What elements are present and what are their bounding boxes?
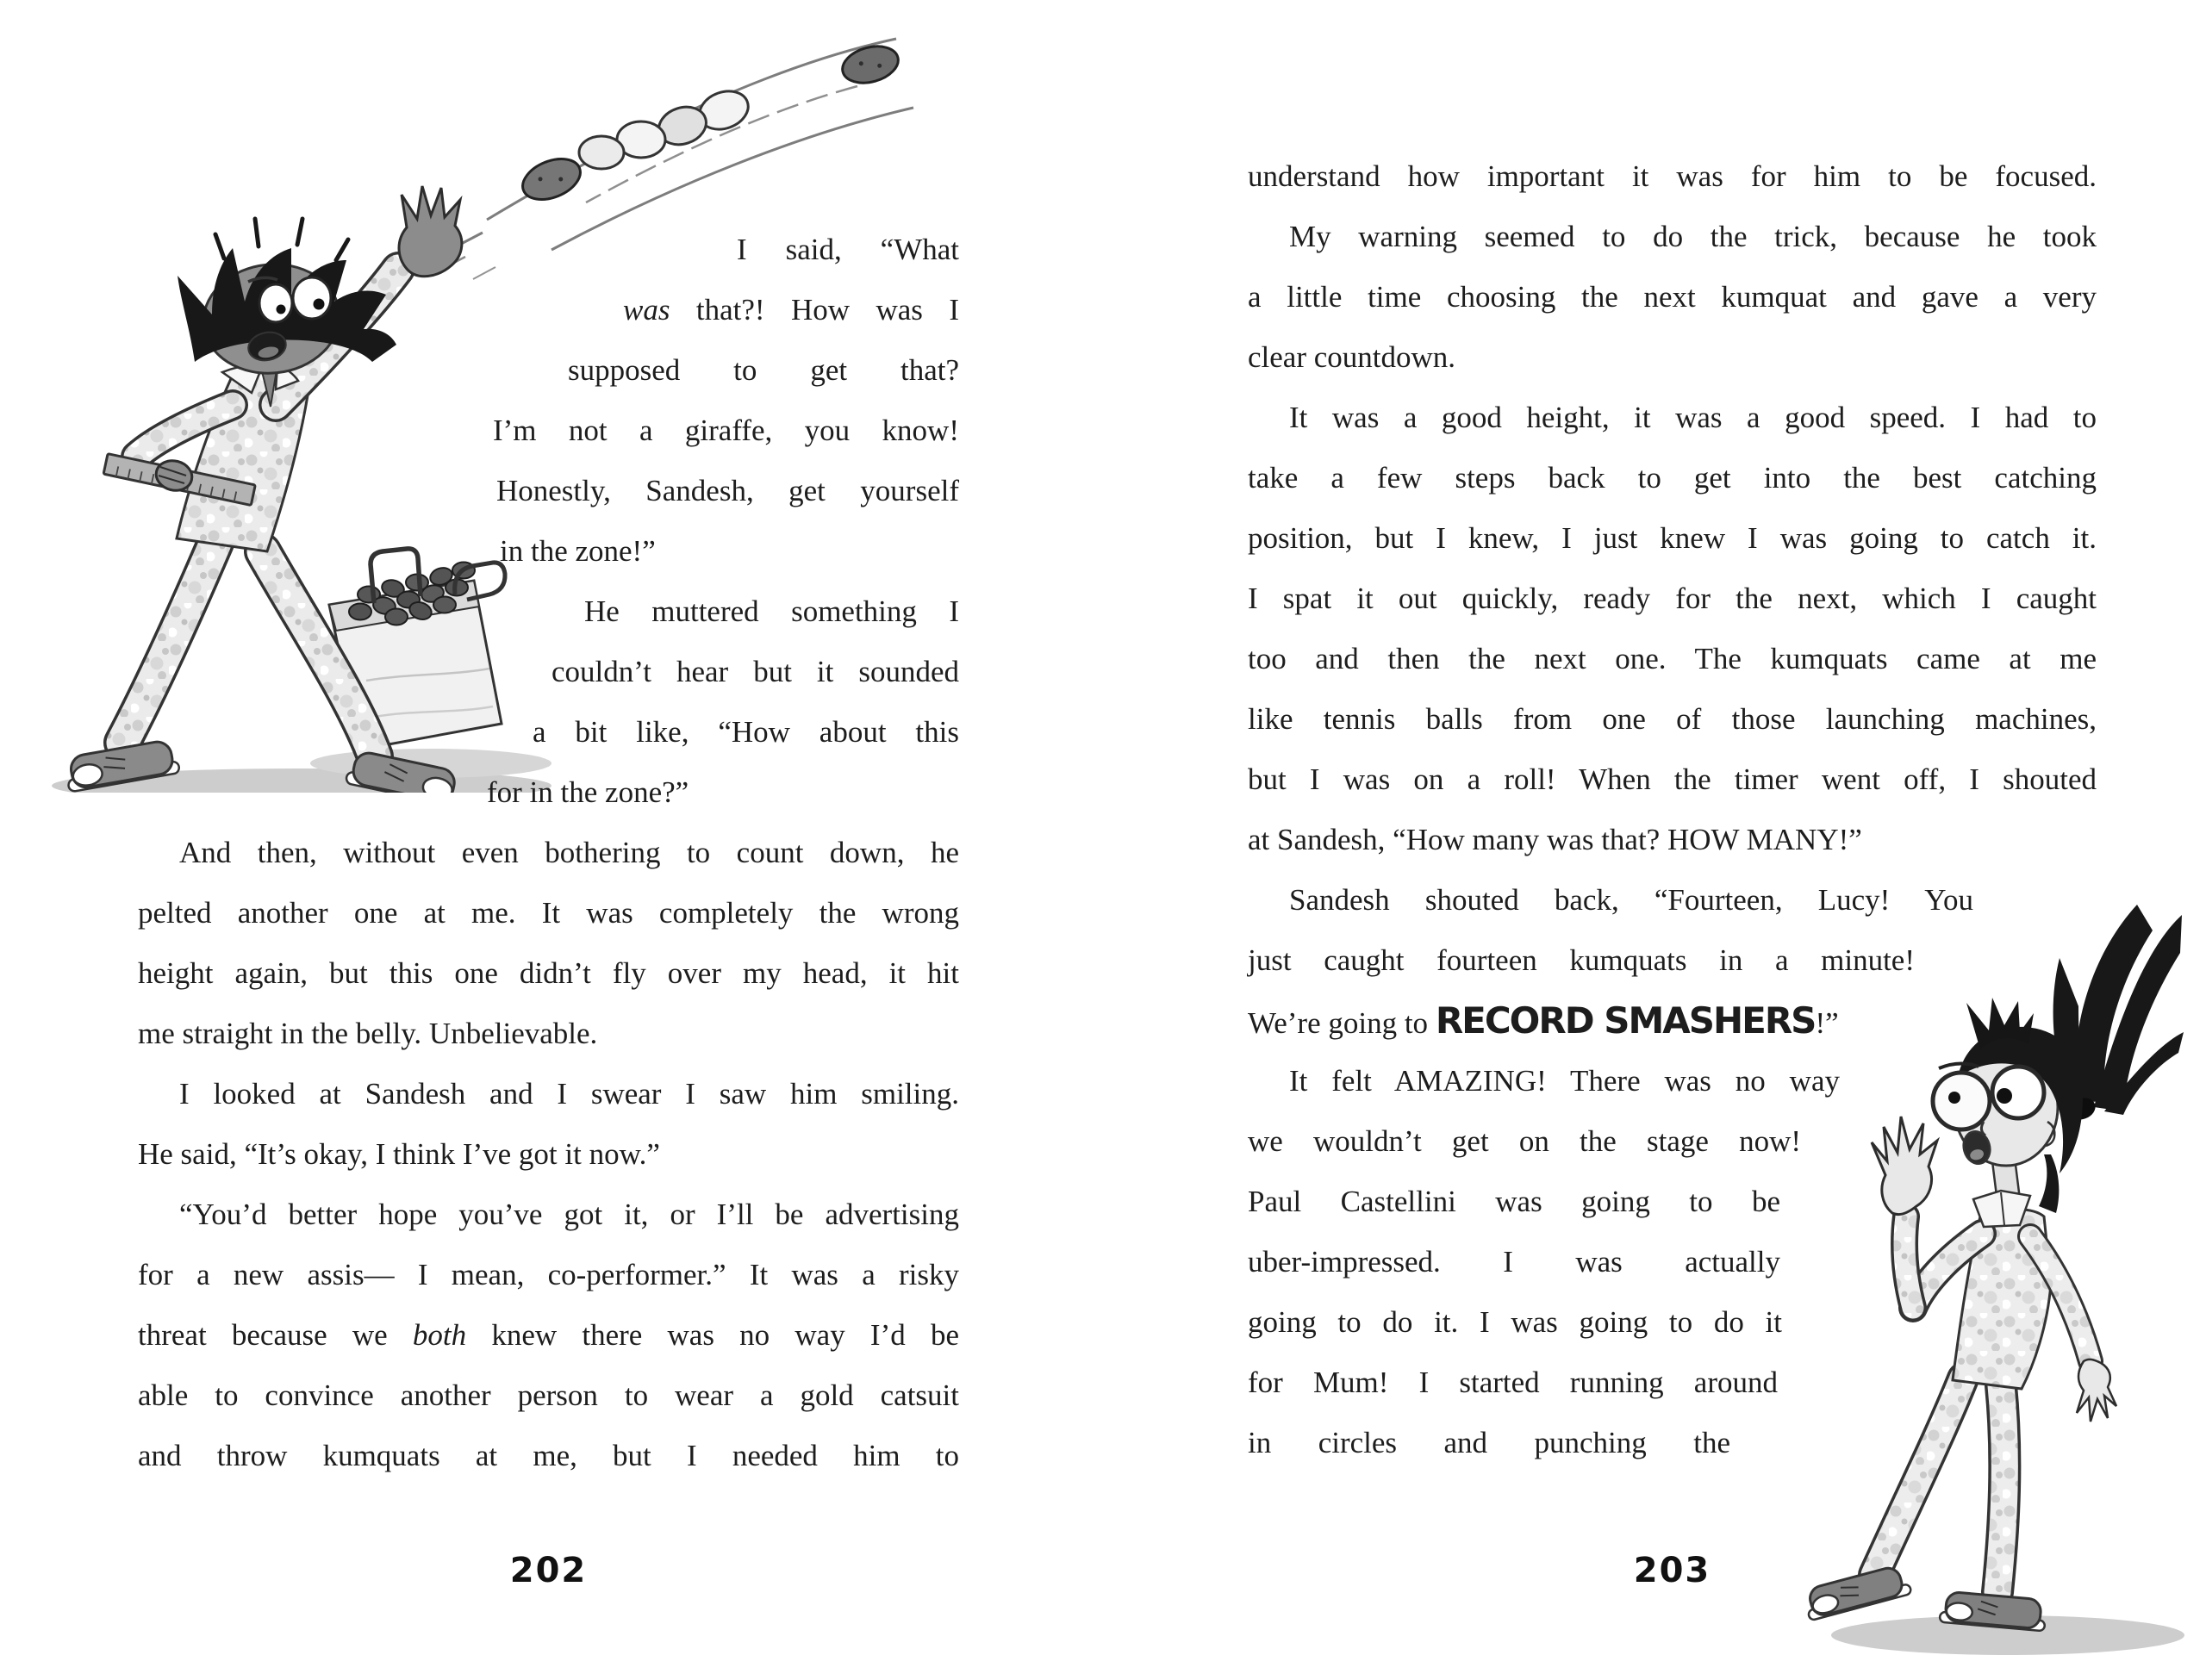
- text-line: clear countdown.: [1248, 340, 1456, 374]
- text-line: for Mum! I started running around: [1248, 1366, 1778, 1399]
- boy-hand: [399, 186, 462, 277]
- text-line: Honestly, Sandesh, get yourself: [496, 474, 959, 507]
- text-line: Paul Castellini was going to be: [1248, 1185, 1780, 1218]
- right-page-number: 203: [1633, 1551, 1711, 1590]
- text-line: understand how important it was for him to be focused.: [1248, 159, 2097, 193]
- text-line: a little time choosing the next kumquat and gave a very: [1248, 280, 2097, 314]
- text-line: in the zone!”: [500, 534, 656, 568]
- text-line: I looked at Sandesh and I swear I saw him smiling.: [179, 1077, 959, 1111]
- text-line: in circles and punching the: [1248, 1426, 1730, 1459]
- text-line: supposed to get that?: [568, 353, 959, 387]
- text-line: I’m not a giraffe, you know!: [493, 414, 959, 447]
- text-line: position, but I knew, I just knew I was going to catch it.: [1248, 521, 2097, 555]
- text-line: He said, “It’s okay, I think I’ve got it now.”: [138, 1137, 660, 1171]
- text-line: pelted another one at me. It was completely the wrong: [138, 896, 959, 930]
- text-line: but I was on a roll! When the timer went off, I shouted: [1248, 762, 2097, 796]
- text-line: was that?! How was I: [623, 293, 959, 327]
- text-line: “You’d better hope you’ve got it, or I’ll be advertising: [179, 1198, 959, 1231]
- text-line: take a few steps back to get into the best catching: [1248, 461, 2097, 495]
- text-line: I said, “What: [737, 233, 959, 266]
- girl-in-catsuit-illustration: [1775, 896, 2206, 1680]
- text-line: just caught fourteen kumquats in a minute!: [1248, 943, 1915, 977]
- text-line: uber-impressed. I was actually: [1248, 1245, 1780, 1279]
- text-line: I spat it out quickly, ready for the next, which I caught: [1248, 582, 2097, 615]
- text-line: at Sandesh, “How many was that? HOW MANY!”: [1248, 823, 1862, 856]
- text-line: It felt AMAZING! There was no way: [1289, 1064, 1840, 1098]
- text-line: Sandesh shouted back, “Fourteen, Lucy! You: [1289, 883, 1973, 917]
- text-line: It was a good height, it was a good speed. I had to: [1289, 401, 2097, 434]
- girl-figure: [1802, 905, 2184, 1631]
- text-line: My warning seemed to do the trick, because he took: [1289, 220, 2097, 253]
- text-line: a bit like, “How about this: [533, 715, 959, 749]
- text-line: He muttered something I: [584, 594, 959, 628]
- text-line: too and then the next one. The kumquats came at me: [1248, 642, 2097, 675]
- text-line: like tennis balls from one of those launching machines,: [1248, 702, 2097, 736]
- text-line: going to do it. I was going to do it: [1248, 1305, 1782, 1339]
- girl-waving-hand: [1872, 1117, 1937, 1215]
- text-line: we wouldn’t get on the stage now!: [1248, 1124, 1801, 1158]
- text-line: And then, without even bothering to count down, he: [179, 836, 959, 869]
- text-line: me straight in the belly. Unbelievable.: [138, 1017, 598, 1050]
- text-line: for in the zone?”: [487, 775, 689, 809]
- text-line: and throw kumquats at me, but I needed him to: [138, 1439, 959, 1472]
- text-line: height again, but this one didn’t fly over my head, it hit: [138, 956, 959, 990]
- left-page-number: 202: [509, 1551, 588, 1590]
- girl-left-sneaker: [1802, 1564, 1911, 1621]
- text-line: threat because we both knew there was no way I’d be: [138, 1318, 959, 1352]
- text-line: couldn’t hear but it sounded: [552, 655, 959, 688]
- text-line: We’re going to RECORD SMASHERS!”: [1248, 999, 1839, 1042]
- text-line: for a new assis— I mean, co-performer.” It was a risky: [138, 1258, 959, 1291]
- text-line: able to convince another person to wear a gold catsuit: [138, 1378, 959, 1412]
- girl-far-hand: [2077, 1360, 2116, 1422]
